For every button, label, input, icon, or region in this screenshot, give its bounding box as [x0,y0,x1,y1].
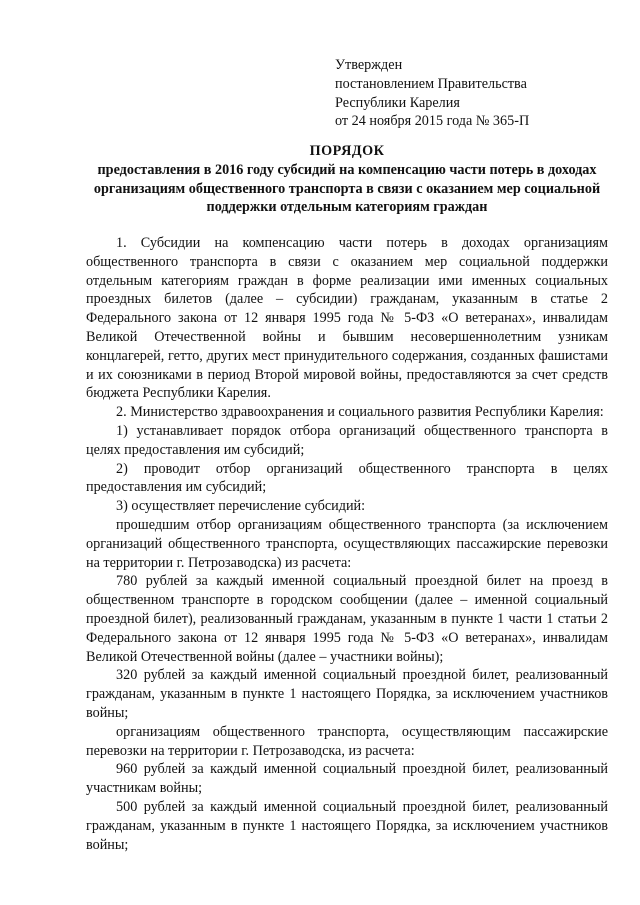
paragraph: 1) устанавливает порядок отбора организаций общественного транспорта в целях предоставления им субсидий; [86,422,608,458]
document-title [86,142,608,217]
approval-line-2: постановлением Правительства [335,75,527,92]
approval-stamp [335,56,625,131]
title-subtitle: предоставления в 2016 году субсидий на компенсацию части потерь в доходах организациям общественного транспорта в связи с оказанием мер социальной поддержки отдельным категориям граждан [93,161,601,216]
approval-line-1: Утвержден [335,57,403,73]
paragraph: 3) осуществляет перечисление субсидий: [116,498,366,515]
approval-line-4: от 24 ноября 2015 года № 365-П [335,113,530,130]
paragraph: 2. Министерство здравоохранения и социального развития Республики Карелия: [116,404,604,421]
paragraph: 320 рублей за каждый именной социальный проездной билет, реализованный гражданам, указанным в пункте 1 настоящего Порядка, за исключением участников войны; [86,667,608,721]
paragraph: 780 рублей за каждый именной социальный проездной билет на проезд в общественном транспорте в городском сообщении (далее – именной социальный проездной билет), реализованный гражданам, указанным в пункте 1 части 1 статьи 2 Федерального закона от 12 января 1995 года № 5-ФЗ «О ветеранах», инвалидам Великой Отечественной войны (далее – участники войны); [86,573,608,665]
title-heading: ПОРЯДОК [309,143,385,159]
paragraph: 960 рублей за каждый именной социальный проездной билет, реализованный участникам войны; [86,761,608,797]
approval-line-3: Республики Карелия [335,94,460,111]
document-body [86,234,608,854]
paragraph: прошедшим отбор организациям общественного транспорта (за исключением организаций общественного транспорта, осуществляющих пассажирские перевозки на территории г. Петрозаводска) из расчета: [86,516,608,571]
paragraph: 2) проводит отбор организаций общественного транспорта в целях предоставления им субсидий; [86,460,608,496]
paragraph: 1. Субсидии на компенсацию части потерь в доходах организациям общественного транспорта в связи с оказанием мер социальной поддержки отдельным категориям граждан в форме реализации ими именных социальных проездных билетов (далее – субсидии) гражданам, указанным в статье 2 Федерального закона от 12 января 1995 года № 5-ФЗ «О ветеранах», инвалидам Великой Отечественной войны и бывшим несовершеннолетним узникам концлагерей, гетто, других мест принудительного содержания, созданных фашистами и их союзниками в период Второй мировой войны, предоставляются за счет средств бюджета Республики Карелия. [86,235,608,402]
paragraph: 500 рублей за каждый именной социальный проездной билет, реализованный гражданам, указанным в пункте 1 настоящего Порядка, за исключением участников войны; [86,798,608,853]
paragraph: организациям общественного транспорта, осуществляющим пассажирские перевозки на территории г. Петрозаводска, из расчета: [86,723,608,759]
